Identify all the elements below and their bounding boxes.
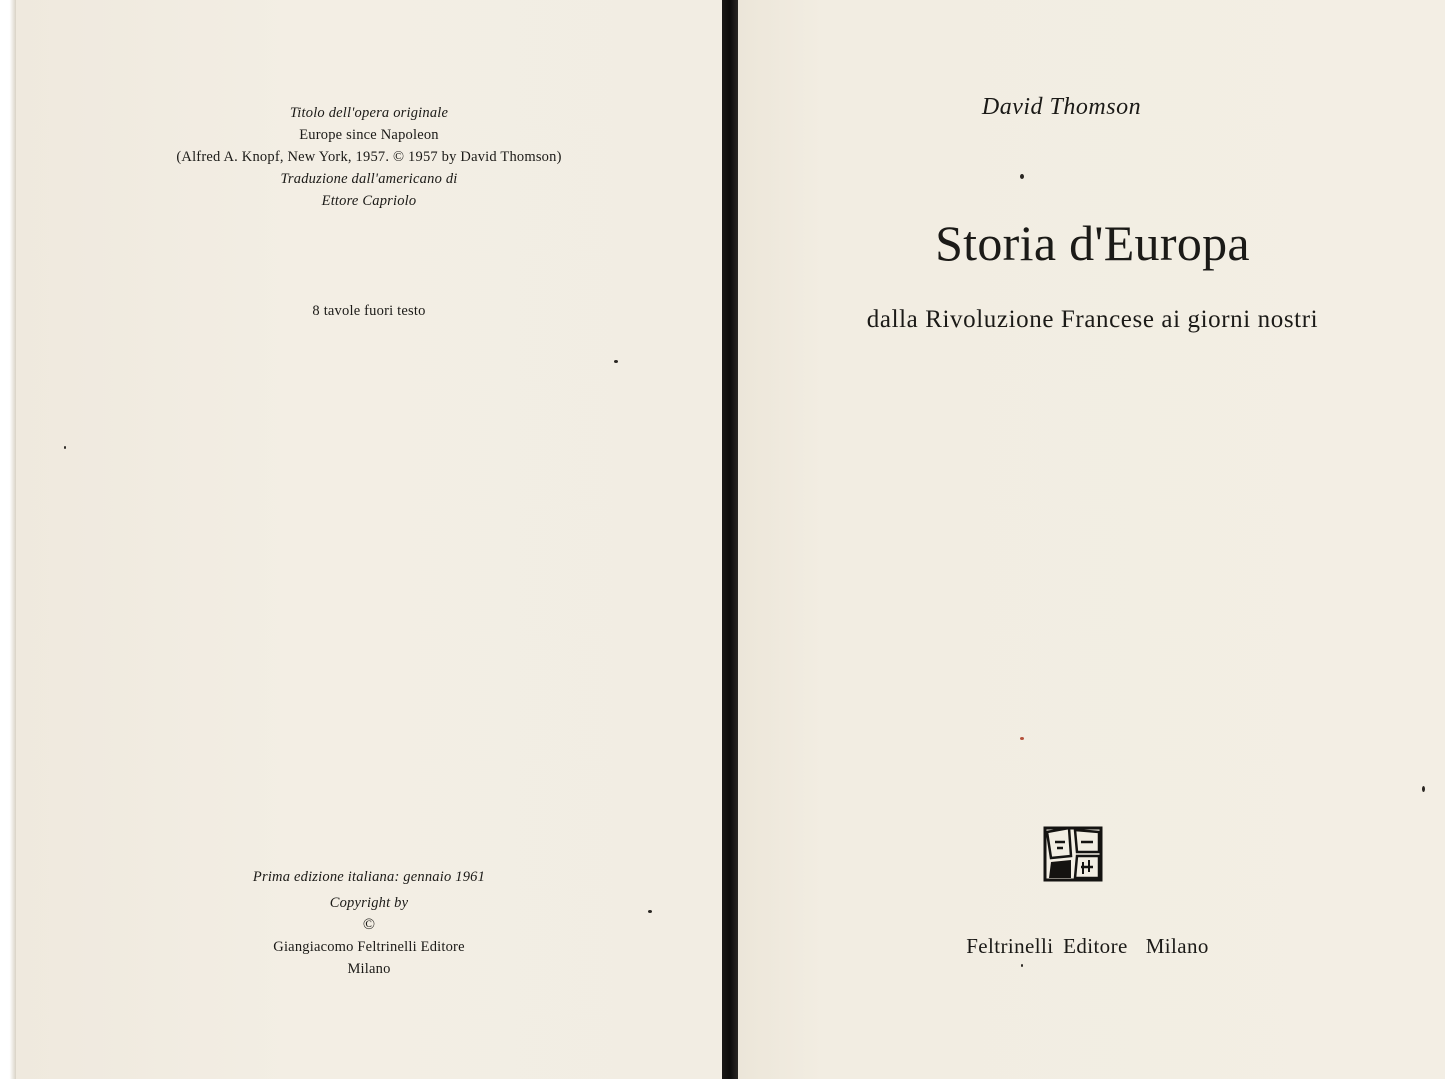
original-publication: (Alfred A. Knopf, New York, 1957. © 1957 by David Thomson) <box>176 149 562 165</box>
publisher-emblem-icon <box>1041 822 1105 886</box>
translation-label: Traduzione dall'americano di <box>280 171 458 187</box>
original-edition-info <box>16 102 722 212</box>
book-title: Storia d'Europa <box>935 215 1250 271</box>
right-page <box>738 0 1445 1079</box>
plates-note <box>16 300 722 322</box>
author-name: David Thomson <box>981 94 1142 120</box>
copyright-holder: Giangiacomo Feltrinelli Editore <box>273 939 465 955</box>
page-edge <box>0 0 16 1079</box>
paper-speck <box>648 910 652 913</box>
book-spine <box>722 0 738 1079</box>
copyright-block <box>16 863 722 980</box>
original-title-label: Titolo dell'opera originale <box>289 105 449 121</box>
publisher-name: Feltrinelli Editore <box>966 934 1128 958</box>
publisher-city: Milano <box>1145 934 1209 958</box>
paper-speck <box>614 360 618 363</box>
publisher-line <box>738 934 1441 959</box>
copyright-symbol: © <box>362 916 376 933</box>
plates-note-text: 8 tavole fuori testo <box>312 303 426 319</box>
paper-speck <box>1021 964 1023 967</box>
book-subtitle: dalla Rivoluzione Francese ai giorni nostri <box>866 306 1319 333</box>
original-title: Europe since Napoleon <box>299 127 439 143</box>
paper-speck <box>1020 737 1024 740</box>
first-edition-note: Prima edizione italiana: gennaio 1961 <box>252 869 486 885</box>
translator-name: Ettore Capriolo <box>321 193 417 209</box>
copyright-label: Copyright by <box>329 895 409 911</box>
copyright-city: Milano <box>347 961 391 977</box>
left-page <box>16 0 722 1079</box>
paper-speck <box>64 446 66 449</box>
paper-speck <box>1422 786 1425 792</box>
paper-speck <box>1020 174 1024 179</box>
